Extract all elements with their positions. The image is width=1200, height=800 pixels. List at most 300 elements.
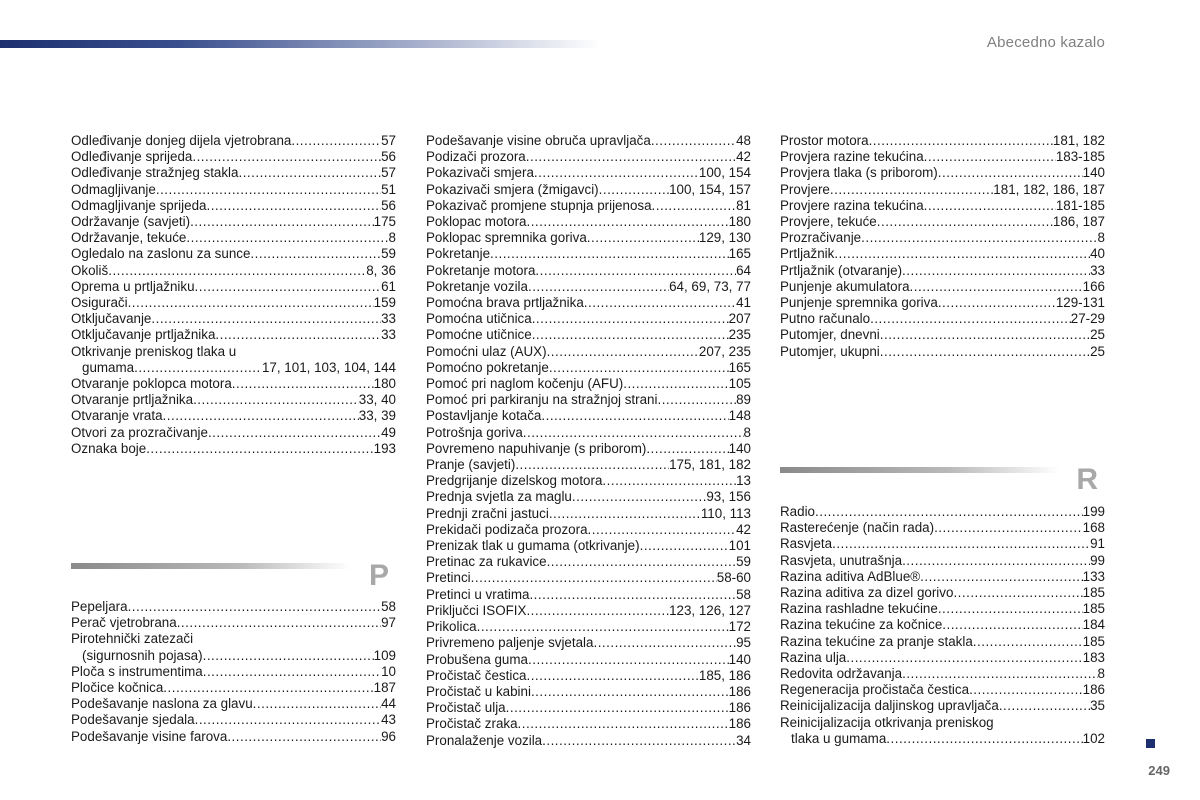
index-entry-term: Putomjer, dnevni — [780, 327, 880, 343]
index-entry-page: 199 — [1082, 504, 1105, 519]
dot-leader — [108, 263, 366, 279]
index-entry-term: Rasterećenje (način rada) — [780, 520, 935, 536]
index-entry-page: 56 — [381, 197, 396, 213]
index-entry — [780, 553, 1105, 569]
dot-leader — [973, 634, 1083, 650]
index-entry-page: 183-185 — [1055, 149, 1105, 165]
index-entry-page: 185, 186 — [698, 667, 751, 683]
index-entry — [780, 617, 1105, 633]
dot-leader — [870, 311, 1071, 327]
dot-leader — [542, 733, 736, 749]
index-entry-page: 181, 182 — [1052, 133, 1105, 148]
index-entry — [426, 684, 751, 700]
index-entry-page: 10 — [381, 663, 396, 679]
dot-leader — [815, 504, 1083, 520]
index-entry-term: Pomoćni ulaz (AUX) — [426, 343, 547, 359]
index-entry — [426, 198, 751, 214]
index-entry-term: Prednji zračni jastuci — [426, 505, 549, 521]
index-entry-page: 129, 130 — [698, 230, 751, 246]
index-entry-term: Regeneracija pročistača čestica — [780, 682, 970, 698]
index-entry-term: Probušena guma — [426, 651, 528, 667]
index-entry-heading: Pirotehnički zatezači — [71, 631, 194, 647]
index-entry — [71, 263, 396, 279]
index-entry-term: Perač vjetrobrana — [71, 615, 177, 631]
index-entry — [426, 473, 751, 489]
dot-leader — [588, 522, 737, 538]
index-entry-term: Potrošnja goriva — [426, 424, 523, 440]
dot-leader — [934, 520, 1083, 536]
index-entry-term: Priključci ISOFIX — [426, 602, 527, 618]
index-entry-page: 58 — [736, 586, 751, 602]
index-entry-page: 48 — [736, 133, 751, 148]
index-entry-term: Provjera razine tekućina — [780, 149, 924, 165]
dot-leader — [830, 182, 993, 198]
index-entry-term: Odmagljivanje sprijeda — [71, 197, 207, 213]
index-entry — [780, 311, 1105, 327]
index-entry-term: Pretinac za rukavice — [426, 554, 547, 570]
dot-leader — [869, 133, 1053, 149]
dot-leader — [910, 279, 1083, 295]
index-entry-term: Pomoćna utičnica — [426, 311, 532, 327]
index-entry-page: 51 — [381, 181, 396, 197]
index-entry-page: 133 — [1082, 568, 1105, 584]
index-entry — [426, 506, 751, 522]
dot-leader — [146, 441, 373, 457]
index-column-1-top — [71, 133, 396, 457]
dot-leader — [902, 263, 1090, 279]
index-entry-term: Otvori za prozračivanje — [71, 424, 208, 440]
dot-leader — [526, 668, 698, 684]
index-entry-term: Ploča s instrumentima — [71, 663, 203, 679]
index-entry-term: Putno računalo — [780, 311, 871, 327]
dot-leader — [471, 570, 717, 586]
index-entry — [71, 214, 396, 230]
index-entry — [780, 230, 1105, 246]
index-entry — [71, 680, 396, 696]
index-entry — [426, 376, 751, 392]
index-entry — [426, 408, 751, 424]
index-entry-page: 56 — [381, 149, 396, 165]
index-entry-page: 101 — [728, 538, 751, 554]
dot-leader — [134, 360, 262, 376]
index-entry-term: Oznaka boje — [71, 440, 147, 456]
index-entry-page: 41 — [736, 295, 751, 311]
index-entry — [426, 230, 751, 246]
index-entry — [426, 652, 751, 668]
index-entry-page: 95 — [736, 635, 751, 651]
dot-leader — [163, 408, 359, 424]
dot-leader — [953, 585, 1082, 601]
index-entry-page: 25 — [1090, 343, 1105, 359]
index-entry-term: Pročistač čestica — [426, 667, 527, 683]
index-entry — [426, 603, 751, 619]
index-entry-term: Otvaranje vrata — [71, 408, 163, 424]
index-entry-term: Putomjer, ukupni — [780, 343, 880, 359]
index-entry-page: 91 — [1090, 536, 1105, 552]
index-entry-term: Pročistač zraka — [426, 716, 518, 732]
index-entry-term: Pokazivači smjera — [426, 165, 534, 181]
index-entry-term: Prekidači podizača prozora — [426, 521, 588, 537]
index-entry — [426, 360, 751, 376]
index-entry-term: Pokretanje motora — [426, 262, 536, 278]
index-entry — [426, 733, 751, 749]
index-entry-page: 140 — [728, 440, 751, 456]
dot-leader — [128, 295, 374, 311]
index-entry-term: Podešavanje visine obruča upravljača — [426, 133, 651, 148]
index-entry-page: 33 — [1090, 262, 1105, 278]
index-entry — [426, 214, 751, 230]
index-entry — [780, 279, 1105, 295]
index-entry-page: 186 — [728, 683, 751, 699]
dot-leader — [532, 311, 729, 327]
index-entry-page: 33 — [381, 311, 396, 327]
index-entry — [426, 246, 751, 262]
index-entry — [780, 731, 1105, 747]
index-entry-page: 61 — [381, 278, 396, 294]
dot-leader — [518, 716, 729, 732]
index-entry — [71, 165, 396, 181]
dot-leader — [584, 295, 736, 311]
index-entry-term: Provjera tlaka (s priborom) — [780, 165, 938, 181]
index-entry — [426, 133, 751, 149]
dot-leader — [541, 408, 728, 424]
dot-leader — [938, 165, 1083, 181]
index-entry — [780, 182, 1105, 198]
index-entry-term: Pronalaženje vozila — [426, 732, 543, 748]
section-letter: P — [368, 559, 389, 592]
index-entry-term: Reinicijalizacija daljinskog upravljača — [780, 698, 999, 714]
index-entry-term: Oprema u prtljažniku — [71, 278, 195, 294]
index-entry-page: 110, 113 — [700, 505, 751, 521]
index-entry-page: 64 — [736, 262, 751, 278]
index-entry-page: 42 — [736, 521, 751, 537]
dot-leader — [529, 587, 736, 603]
index-entry-term: Razina tekućine za pranje stakla — [780, 633, 973, 649]
index-entry — [71, 149, 396, 165]
index-entry-page: 186 — [1082, 682, 1105, 698]
dot-leader — [227, 729, 381, 745]
index-entry — [426, 489, 751, 505]
dot-leader — [846, 650, 1082, 666]
dot-leader — [535, 263, 736, 279]
dot-leader — [861, 230, 1097, 246]
dot-leader — [651, 133, 736, 149]
index-entry-term: Provjere razina tekućina — [780, 197, 924, 213]
index-entry-page: 49 — [381, 424, 396, 440]
index-entry-term: Otključavanje — [71, 311, 152, 327]
dot-leader — [291, 133, 381, 149]
index-entry — [780, 698, 1105, 714]
index-entry-term: Pomoćna brava prtljažnika — [426, 295, 584, 311]
index-entry-page: 187 — [373, 680, 396, 696]
index-entry-page: 57 — [381, 165, 396, 181]
index-entry-term: Punjenje akumulatora — [780, 278, 910, 294]
dot-leader — [526, 214, 728, 230]
index-entry-page: 43 — [381, 712, 396, 728]
index-entry-term: Provjere, tekuće — [780, 214, 877, 230]
index-entry-term: Osigurači — [71, 295, 128, 311]
index-entry-page: 33, 39 — [358, 408, 396, 424]
dot-leader — [657, 392, 736, 408]
index-entry-term: Punjenje spremnika goriva — [780, 295, 938, 311]
dot-leader — [206, 198, 381, 214]
index-entry — [426, 149, 751, 165]
index-entry-page: 175, 181, 182 — [669, 457, 751, 473]
index-entry-term: Pomoć pri parkiranju na stražnjoj strani — [426, 392, 658, 408]
dot-leader — [640, 538, 729, 554]
index-entry-page: 140 — [728, 651, 751, 667]
index-entry-term: Prozračivanje — [780, 230, 862, 246]
index-entry — [71, 230, 396, 246]
dot-leader — [999, 698, 1090, 714]
dot-leader — [646, 441, 728, 457]
dot-leader — [195, 279, 382, 295]
index-entry — [426, 279, 751, 295]
index-entry — [426, 327, 751, 343]
index-entry-page: 58 — [381, 599, 396, 614]
index-entry-term: Rasvjeta — [780, 536, 833, 552]
index-entry — [426, 538, 751, 554]
index-entry — [780, 263, 1105, 279]
index-entry — [426, 570, 751, 586]
dot-leader — [834, 246, 1090, 262]
dot-leader — [177, 615, 381, 631]
index-entry-page: 165 — [728, 359, 751, 375]
index-entry — [71, 198, 396, 214]
index-entry-term: Povremeno napuhivanje (s priborom) — [426, 440, 647, 456]
index-entry-term: Prostor motora — [780, 133, 869, 148]
index-entry-page: 8 — [1097, 230, 1105, 246]
dot-leader — [969, 682, 1083, 698]
index-entry-term: Razina tekućine za kočnice — [780, 617, 943, 633]
dot-leader — [532, 327, 729, 343]
index-entry — [780, 536, 1105, 552]
dot-leader — [506, 700, 729, 716]
dot-leader — [902, 666, 1097, 682]
index-entry-term: Poklopac spremnika goriva — [426, 230, 587, 246]
dot-leader — [593, 635, 736, 651]
index-entry — [71, 615, 396, 631]
index-entry-page: 33 — [381, 327, 396, 343]
index-entry-term: Prenizak tlak u gumama (otkrivanje) — [426, 538, 640, 554]
index-entry — [426, 619, 751, 635]
index-entry-page: 64, 69, 73, 77 — [669, 278, 751, 294]
index-entry-term: Rasvjeta, unutrašnja — [780, 552, 903, 568]
index-entry-term: Ogledalo na zaslonu za sunce — [71, 246, 251, 262]
index-entry-term: Prikolica — [426, 619, 477, 635]
index-entry-page: 186, 187 — [1052, 214, 1105, 230]
index-entry-page: 42 — [736, 149, 751, 165]
index-entry — [426, 457, 751, 473]
index-entry-page: 97 — [381, 615, 396, 631]
index-entry-term: gumama — [82, 359, 135, 375]
index-entry-term: Pokazivač promjene stupnja prijenosa — [426, 197, 652, 213]
dot-leader — [253, 696, 381, 712]
index-entry-page: 207 — [728, 311, 751, 327]
dot-leader — [193, 392, 359, 408]
index-entry-term: Pomoć pri naglom kočenju (AFU) — [426, 376, 624, 392]
dot-leader — [477, 619, 729, 635]
index-entry — [71, 376, 396, 392]
index-entry-page: 175 — [373, 214, 396, 230]
index-entry — [780, 601, 1105, 617]
index-entry — [426, 441, 751, 457]
index-entry — [780, 569, 1105, 585]
index-entry-page: 186 — [728, 700, 751, 716]
dot-leader — [924, 149, 1056, 165]
index-entry — [71, 392, 396, 408]
dot-leader — [599, 182, 669, 198]
index-entry — [71, 360, 396, 376]
index-entry-term: Otvaranje prtljažnika — [71, 392, 194, 408]
index-entry — [71, 648, 396, 664]
dot-leader — [156, 182, 381, 198]
dot-leader — [490, 246, 729, 262]
index-entry-term: Okoliš — [71, 262, 109, 278]
index-entry-term: Poklopac motora — [426, 214, 527, 230]
dot-leader — [924, 198, 1056, 214]
index-entry-page: 8 — [743, 424, 751, 440]
index-entry — [426, 587, 751, 603]
index-entry — [780, 666, 1105, 682]
dot-leader — [602, 473, 736, 489]
dot-leader — [190, 214, 374, 230]
index-entry — [426, 425, 751, 441]
index-entry-page: 8 — [1097, 666, 1105, 682]
index-entry — [426, 668, 751, 684]
index-entry — [426, 182, 751, 198]
index-entry — [71, 441, 396, 457]
page-title: Abecedno kazalo — [986, 34, 1105, 51]
index-entry — [780, 344, 1105, 360]
index-entry-page: 44 — [381, 696, 396, 712]
section-divider-bar — [71, 563, 351, 569]
index-entry-page: 34 — [736, 732, 751, 748]
dot-leader — [942, 617, 1082, 633]
index-entry-term: Prednja svjetla za maglu — [426, 489, 572, 505]
index-entry-term: Pročistač u kabini — [426, 683, 531, 699]
index-entry-page: 40 — [1090, 246, 1105, 262]
index-entry — [71, 712, 396, 728]
index-entry-page: 185 — [1082, 633, 1105, 649]
index-entry-term: Podešavanje naslona za glavu — [71, 696, 253, 712]
dot-leader — [203, 664, 381, 680]
index-entry — [426, 165, 751, 181]
dot-leader — [531, 684, 729, 700]
index-entry-page: 57 — [381, 133, 396, 148]
index-entry — [426, 716, 751, 732]
index-entry-page: 35 — [1090, 698, 1105, 714]
index-entry-term: Održavanje (savjeti) — [71, 214, 191, 230]
dot-leader — [208, 425, 381, 441]
index-entry-page: 105 — [728, 376, 751, 392]
index-entry-term: Radio — [780, 504, 815, 519]
index-entry-term: Postavljanje kotača — [426, 408, 542, 424]
dot-leader — [652, 198, 737, 214]
index-entry-page: 180 — [728, 214, 751, 230]
dot-leader — [547, 344, 699, 360]
index-entry-term: Razina aditiva za dizel gorivo — [780, 585, 954, 601]
index-entry — [426, 700, 751, 716]
dot-leader — [902, 553, 1090, 569]
index-entry — [71, 279, 396, 295]
index-entry-term: Pepeljara — [71, 599, 128, 614]
index-entry — [426, 344, 751, 360]
page-number: 249 — [1148, 763, 1170, 778]
index-entry-term: Pročistač ulja — [426, 700, 506, 716]
dot-leader — [832, 536, 1090, 552]
index-entry-term: (sigurnosnih pojasa) — [82, 647, 203, 663]
dot-leader — [232, 376, 374, 392]
index-entry-page: 100, 154 — [698, 165, 751, 181]
index-entry-term: Pomoćne utičnice — [426, 327, 532, 343]
index-entry-term: Pokretanje — [426, 246, 491, 262]
index-entry-term: Razina aditiva AdBlue® — [780, 568, 921, 584]
index-entry-page: 59 — [736, 554, 751, 570]
dot-leader — [526, 149, 736, 165]
dot-leader — [523, 425, 744, 441]
index-entry — [780, 650, 1105, 666]
index-entry-term: Predgrijanje dizelskog motora — [426, 473, 603, 489]
index-entry-page: 27-29 — [1070, 311, 1105, 327]
index-entry — [71, 182, 396, 198]
index-entry-page: 102 — [1082, 730, 1105, 746]
index-entry-term: Pločice kočnica — [71, 680, 164, 696]
index-entry — [71, 295, 396, 311]
dot-leader — [215, 327, 381, 343]
index-entry — [780, 295, 1105, 311]
dot-leader — [587, 230, 699, 246]
index-entry — [426, 295, 751, 311]
index-entry-page: 13 — [736, 473, 751, 489]
dot-leader — [526, 603, 669, 619]
index-entry-page: 8 — [388, 230, 396, 246]
index-entry — [71, 425, 396, 441]
index-entry — [71, 599, 396, 615]
dot-leader — [938, 601, 1083, 617]
index-entry-term: Prtljažnik (otvaranje) — [780, 262, 903, 278]
index-entry-page: 185 — [1082, 601, 1105, 617]
index-entry-term: Otključavanje prtljažnika — [71, 327, 216, 343]
index-entry — [780, 149, 1105, 165]
index-entry-page: 186 — [728, 716, 751, 732]
dot-leader — [163, 680, 373, 696]
index-entry-term: Odmagljivanje — [71, 181, 156, 197]
index-entry-page: 235 — [728, 327, 751, 343]
section-letter: R — [1076, 463, 1098, 496]
index-column-1-p — [71, 599, 396, 745]
dot-leader — [880, 344, 1090, 360]
index-entry-term: Pretinci u vratima — [426, 586, 530, 602]
index-entry-page: 184 — [1082, 617, 1105, 633]
index-entry-term: Prtljažnik — [780, 246, 835, 262]
index-entry — [71, 408, 396, 424]
dot-leader — [534, 165, 699, 181]
index-entry-term: Razina ulja — [780, 649, 847, 665]
index-entry-term: Otvaranje poklopca motora — [71, 376, 232, 392]
index-entry-page: 25 — [1090, 327, 1105, 343]
index-entry-term: Redovita održavanja — [780, 666, 903, 682]
dot-leader — [920, 569, 1083, 585]
index-entry-page: 180 — [373, 376, 396, 392]
index-entry-term: Podešavanje visine farova — [71, 728, 228, 744]
dot-leader — [528, 652, 729, 668]
index-entry-term: Pranje (savjeti) — [426, 457, 516, 473]
index-entry-page: 58-60 — [716, 570, 751, 586]
index-entry-page: 17, 101, 103, 104, 144 — [261, 359, 396, 375]
index-entry-page: 172 — [728, 619, 751, 635]
index-entry-page: 148 — [728, 408, 751, 424]
